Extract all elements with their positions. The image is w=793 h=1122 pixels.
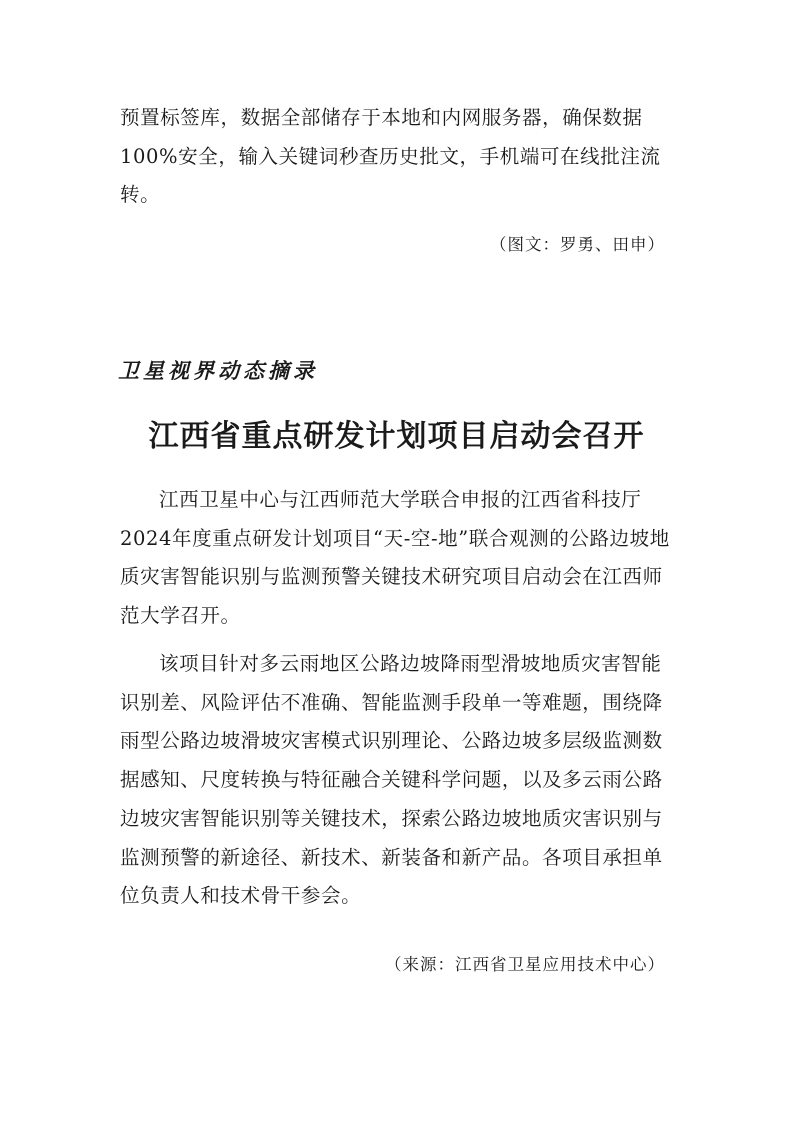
article-title: 江西省重点研发计划项目启动会召开 xyxy=(148,419,645,454)
article-paragraph-2: 该项目针对多云雨地区公路边坡降雨型滑坡地质灾害智能识别差、风险评估不准确、智能监测手段单一等难题，围绕降雨型公路边坡滑坡灾害模式识别理论、公路边坡多层级监测数据感知、尺度转换与特征融合关键科学问题，以及多云雨公路边坡灾害智能识别等关键技术，探索公路边坡地质灾害识别与监测预警的新途径、新技术、新装备和新产品。各项目承担单位负责人和技术骨干参会。 xyxy=(120,652,663,908)
section-label: 卫星视界动态摘录 xyxy=(118,359,318,383)
source-credit: （来源：江西省卫星应用技术中心） xyxy=(385,955,665,974)
continued-paragraph: 预置标签库，数据全部储存于本地和内网服务器，确保数据100%安全，输入关键词秒查历史批文，手机端可在线批注流转。 xyxy=(120,106,661,207)
image-text-credit: （图文：罗勇、田申） xyxy=(490,235,665,254)
article-paragraph-1: 江西卫星中心与江西师范大学联合申报的江西省科技厅2024年度重点研发计划项目“天-空-地”联合观测的公路边坡地质灾害智能识别与监测预警关键技术研究项目启动会在江西师范大学召开。 xyxy=(120,488,670,628)
